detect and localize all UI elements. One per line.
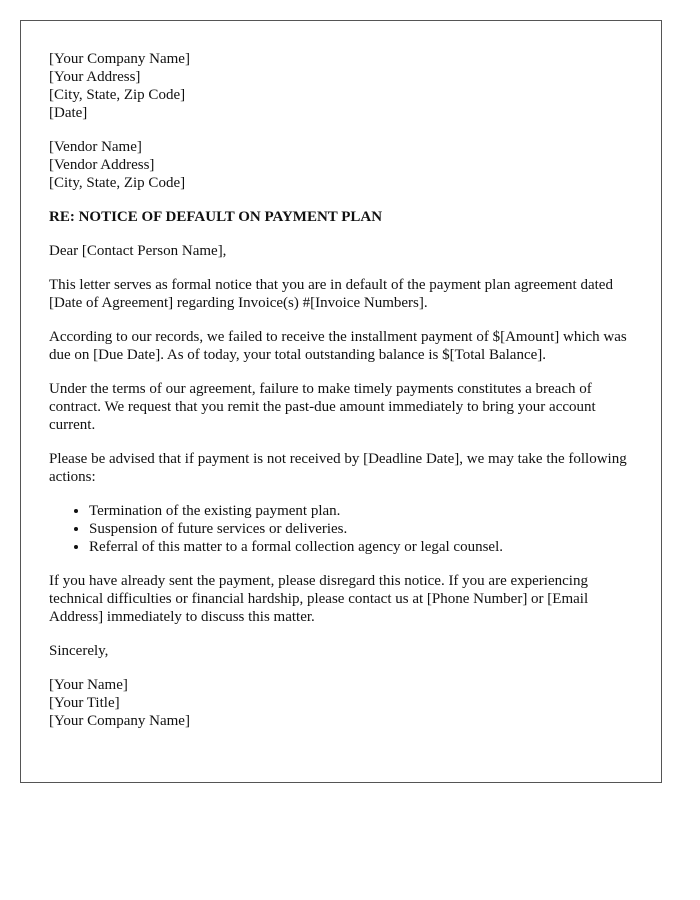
paragraph-default-notice: This letter serves as formal notice that you are in default of the payment plan agreement dated [Date of Agreement] regarding Invoice(s) #[Invoice Numbers]. (49, 277, 613, 311)
paragraph-deadline: Please be advised that if payment is not received by [Deadline Date], we may take the following actions: (49, 451, 627, 485)
list-item: • Referral of this matter to a formal collection agency or legal counsel. (89, 538, 633, 556)
paragraph-closing-note: If you have already sent the payment, please disregard this notice. If you are experiencing technical difficulties or financial hardship, please contact us at [Phone Number] or [Email Address] immediately to discuss this matter. (49, 573, 589, 625)
sender-address-block (49, 50, 633, 122)
recipient-address: [Vendor Address] (49, 157, 155, 173)
salutation: Dear [Contact Person Name], (49, 243, 227, 259)
subject-line: RE: NOTICE OF DEFAULT ON PAYMENT PLAN (49, 209, 383, 225)
letter-date: [Date] (49, 105, 88, 121)
signature-company: [Your Company Name] (49, 713, 190, 729)
paragraph-breach: Under the terms of our agreement, failure to make timely payments constitutes a breach of contract. We request that you remit the past-due amount immediately to bring your account current. (49, 381, 596, 433)
signature-block (49, 676, 633, 730)
sender-company: [Your Company Name] (49, 51, 190, 67)
recipient-address-block (49, 138, 633, 192)
letter-page (20, 20, 662, 783)
actions-list (49, 502, 633, 556)
recipient-city: [City, State, Zip Code] (49, 175, 186, 191)
recipient-name: [Vendor Name] (49, 139, 142, 155)
closing-phrase: Sincerely, (49, 643, 109, 659)
signature-name: [Your Name] (49, 677, 128, 693)
paragraph-missed-payment: According to our records, we failed to receive the installment payment of $[Amount] which was due on [Due Date]. As of today, your total outstanding balance is $[Total Balance]. (49, 329, 627, 363)
sender-city: [City, State, Zip Code] (49, 87, 186, 103)
list-item: • Suspension of future services or deliveries. (89, 520, 633, 538)
list-item: • Termination of the existing payment plan. (89, 502, 633, 520)
signature-title: [Your Title] (49, 695, 120, 711)
sender-address: [Your Address] (49, 69, 141, 85)
